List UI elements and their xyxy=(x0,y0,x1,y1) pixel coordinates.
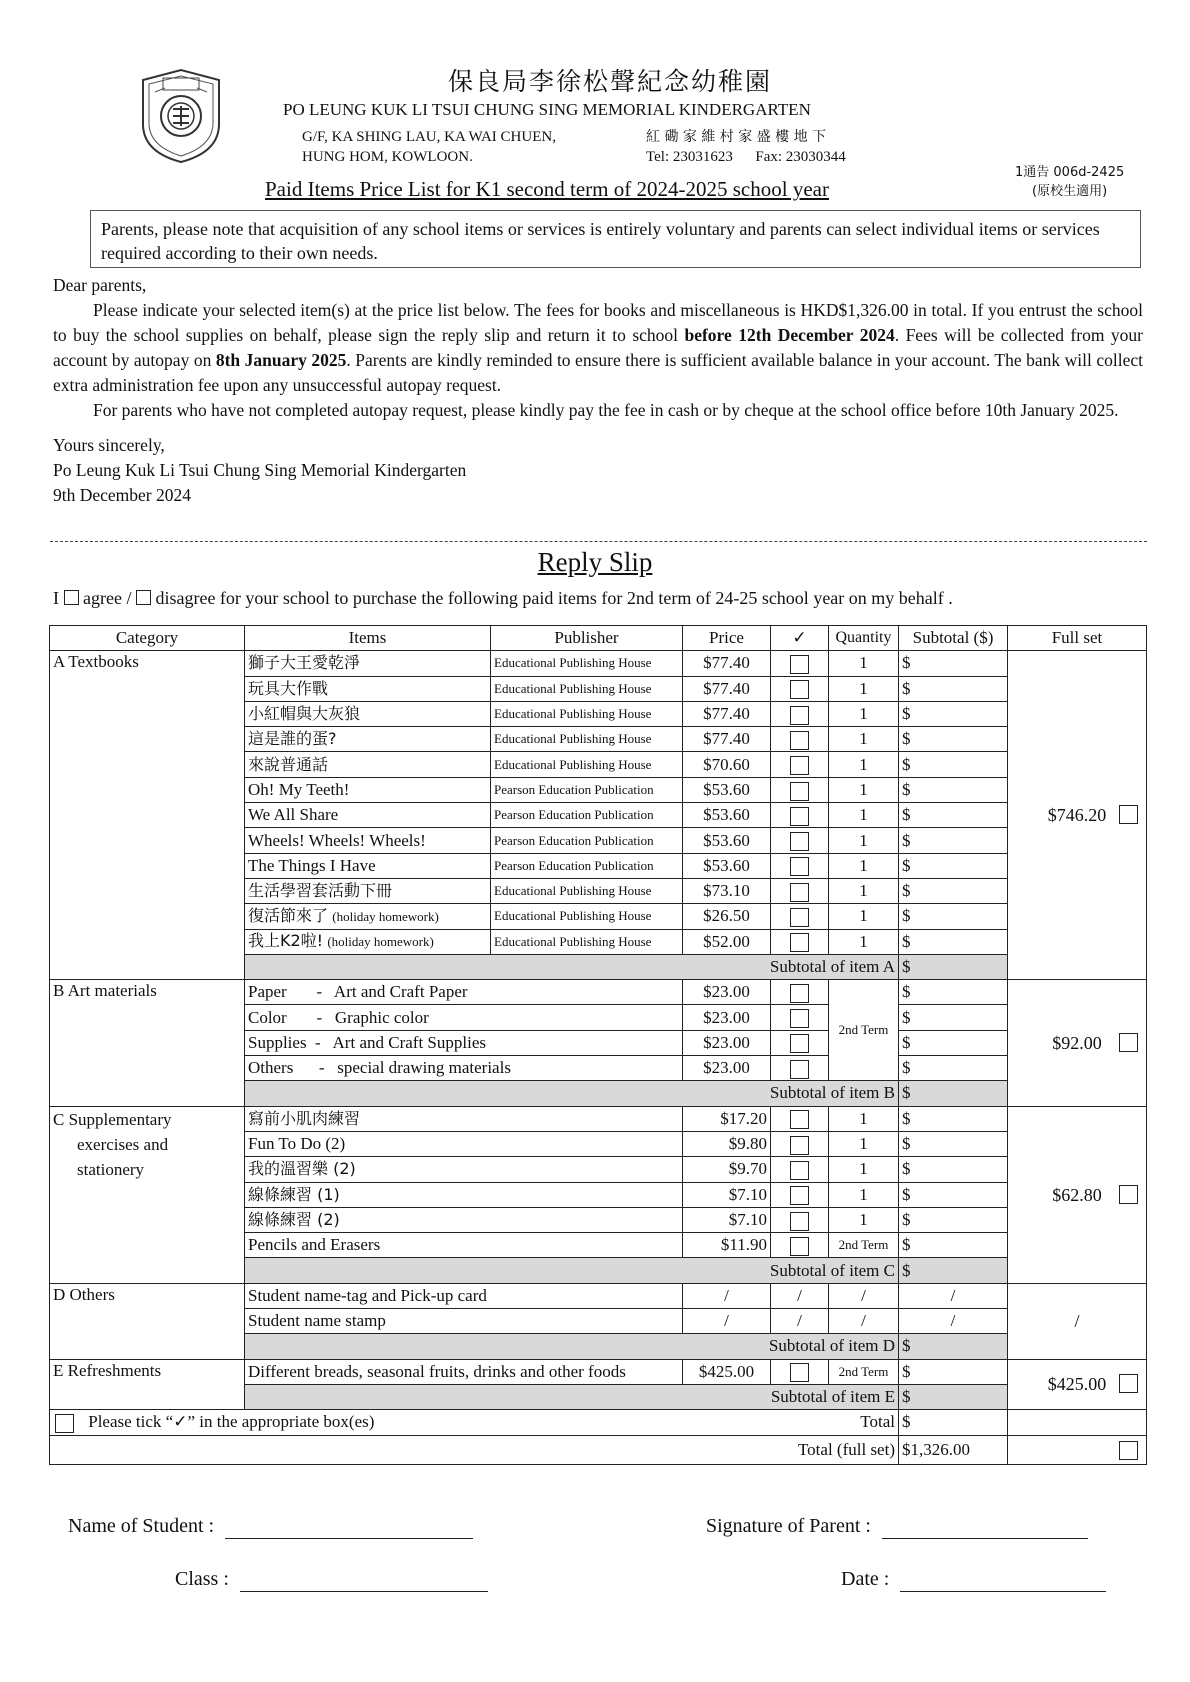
full-set-b: $92.00 xyxy=(1008,980,1147,1106)
item-checkbox-cell xyxy=(771,1030,829,1055)
price: $11.90 xyxy=(683,1233,771,1258)
total-full-set-row xyxy=(50,1435,1147,1464)
item-checkbox-cell xyxy=(771,727,829,752)
header-items: Items xyxy=(245,626,491,651)
signer: Po Leung Kuk Li Tsui Chung Sing Memorial Kindergarten xyxy=(53,460,467,480)
item-name: The Things I Have xyxy=(245,853,491,878)
header-subtotal: Subtotal ($) xyxy=(899,626,1008,651)
item-name: 我的溫習樂 (2) xyxy=(245,1157,683,1182)
price: $53.60 xyxy=(683,828,771,853)
item-name: 寫前小肌肉練習 xyxy=(245,1106,683,1131)
item-name: 線條練習 (2) xyxy=(245,1207,683,1232)
parent-signature-field: Signature of Parent : xyxy=(706,1515,1088,1539)
price: $7.10 xyxy=(683,1207,771,1232)
date-field: Date : xyxy=(841,1568,1106,1592)
letter-paragraph-2: For parents who have not completed autopay request, please kindly pay the fee in cash or by cheque at the school office before 10th January 2025. xyxy=(93,400,1119,420)
price: $77.40 xyxy=(683,651,771,676)
item-checkbox-cell xyxy=(771,752,829,777)
price: $17.20 xyxy=(683,1106,771,1131)
item-checkbox[interactable] xyxy=(790,1186,809,1205)
class-input[interactable] xyxy=(240,1568,488,1592)
quantity: 1 xyxy=(829,777,899,802)
item-checkbox[interactable] xyxy=(790,1034,809,1053)
category-d: D Others xyxy=(50,1283,245,1359)
item-name: 小紅帽與大灰狼 xyxy=(245,701,491,726)
subtotal-cell[interactable]: $ xyxy=(899,1207,1008,1232)
full-set-e-checkbox[interactable] xyxy=(1119,1374,1138,1393)
subtotal-b-row-label: Subtotal of item B xyxy=(245,1081,899,1106)
item-checkbox-cell xyxy=(771,853,829,878)
price: $52.00 xyxy=(683,929,771,954)
art-material-row xyxy=(50,980,1147,1005)
publisher: Pearson Education Publication xyxy=(491,777,683,802)
subtotal-cell[interactable]: $ xyxy=(899,727,1008,752)
item-checkbox[interactable] xyxy=(790,655,809,674)
item-name: Color - Graphic color xyxy=(245,1005,683,1030)
price: $77.40 xyxy=(683,676,771,701)
item-checkbox[interactable] xyxy=(790,933,809,952)
subtotal-cell[interactable]: $ xyxy=(899,1056,1008,1081)
price: $425.00 xyxy=(683,1359,771,1384)
cut-line xyxy=(50,541,1147,542)
header-tick: ✓ xyxy=(771,626,829,651)
price-table xyxy=(49,625,1147,1465)
price: $7.10 xyxy=(683,1182,771,1207)
price: $23.00 xyxy=(683,1056,771,1081)
subtotal-cell[interactable]: $ xyxy=(899,752,1008,777)
subtotal-e-row-value[interactable]: $ xyxy=(899,1384,1008,1409)
item-name: 來說普通話 xyxy=(245,752,491,777)
item-checkbox[interactable] xyxy=(790,1060,809,1079)
item-checkbox[interactable] xyxy=(790,1212,809,1231)
item-checkbox[interactable] xyxy=(790,1009,809,1028)
fax-number: Fax: 23030344 xyxy=(755,149,846,165)
total-blank xyxy=(1008,1410,1147,1435)
subtotal-cell[interactable]: $ xyxy=(899,980,1008,1005)
subtotal-c-row-value[interactable]: $ xyxy=(899,1258,1008,1283)
subtotal-cell[interactable]: $ xyxy=(899,929,1008,954)
quantity: 1 xyxy=(829,803,899,828)
total-row xyxy=(50,1410,1147,1435)
letter-body xyxy=(53,273,1143,508)
publisher: Educational Publishing House xyxy=(491,727,683,752)
agree-checkbox[interactable] xyxy=(64,590,79,605)
subtotal-c-row-label: Subtotal of item C xyxy=(245,1258,899,1283)
letter-paragraph-1: Please indicate your selected item(s) at the price list below. The fees for books and miscellaneous is HKD$1,326.00 in total. If you entrust the school to buy the school supplies on behalf, please sign the reply slip and return it to school before 12th December 2024. Fees will be collected from your account by autopay on 8th January 2025. Parents are kindly reminded to ensure there is sufficient available balance in your account. The bank will collect extra administration fee upon any unsuccessful autopay request. xyxy=(53,300,1144,395)
subtotal-cell[interactable]: $ xyxy=(899,1030,1008,1055)
item-checkbox-cell xyxy=(771,701,829,726)
header-price: Price xyxy=(683,626,771,651)
subtotal-cell[interactable]: $ xyxy=(899,853,1008,878)
header-quantity: Quantity xyxy=(829,626,899,651)
quantity: 1 xyxy=(829,1157,899,1182)
item-checkbox-cell xyxy=(771,929,829,954)
item-name: Others - special drawing materials xyxy=(245,1056,683,1081)
item-name: 這是誰的蛋? xyxy=(245,727,491,752)
subtotal-cell[interactable]: $ xyxy=(899,1233,1008,1258)
slash-tick: / xyxy=(771,1309,829,1334)
item-checkbox-cell xyxy=(771,1207,829,1232)
subtotal-b-row-value[interactable]: $ xyxy=(899,1081,1008,1106)
quantity: 1 xyxy=(829,929,899,954)
quantity: 1 xyxy=(829,1106,899,1131)
subtotal-cell[interactable]: $ xyxy=(899,1182,1008,1207)
price: $77.40 xyxy=(683,701,771,726)
item-name: We All Share xyxy=(245,803,491,828)
item-checkbox-cell xyxy=(771,980,829,1005)
item-name: 玩具大作戰 xyxy=(245,676,491,701)
date-input[interactable] xyxy=(900,1568,1106,1592)
subtotal-cell[interactable]: $ xyxy=(899,1157,1008,1182)
quantity: 2nd Term xyxy=(829,1359,899,1384)
subtotal-cell[interactable]: $ xyxy=(899,803,1008,828)
item-name: 復活節來了 (holiday homework) xyxy=(245,904,491,929)
slash-subtotal: / xyxy=(899,1309,1008,1334)
quantity: 2nd Term xyxy=(829,980,899,1081)
item-checkbox-cell xyxy=(771,1182,829,1207)
voluntary-notice: Parents, please note that acquisition of any school items or services is entirely voluntary and parents can select individual items or services required according to their own needs. xyxy=(90,210,1141,268)
others-row xyxy=(50,1283,1147,1308)
full-set-c: $62.80 xyxy=(1008,1106,1147,1283)
header-category: Category xyxy=(50,626,245,651)
full-set-a: $746.20 xyxy=(1008,651,1147,980)
item-checkbox-cell xyxy=(771,1005,829,1030)
quantity: 1 xyxy=(829,853,899,878)
publisher: Pearson Education Publication xyxy=(491,853,683,878)
publisher: Pearson Education Publication xyxy=(491,803,683,828)
subtotal-a-row-label: Subtotal of item A xyxy=(245,954,899,979)
price: $9.70 xyxy=(683,1157,771,1182)
subtotal-cell[interactable]: $ xyxy=(899,828,1008,853)
refreshments-row xyxy=(50,1359,1147,1384)
document-title: Paid Items Price List for K1 second term of 2024-2025 school year xyxy=(265,177,829,201)
price: $53.60 xyxy=(683,853,771,878)
item-name: Oh! My Teeth! xyxy=(245,777,491,802)
slash-quantity: / xyxy=(829,1309,899,1334)
price: $26.50 xyxy=(683,904,771,929)
item-checkbox[interactable] xyxy=(790,1237,809,1256)
item-checkbox[interactable] xyxy=(790,680,809,699)
subtotal-cell[interactable]: $ xyxy=(899,1005,1008,1030)
total-full-set-check-cell xyxy=(1008,1435,1147,1464)
item-checkbox-cell xyxy=(771,777,829,802)
item-checkbox[interactable] xyxy=(790,984,809,1003)
total-value-cell[interactable]: $ xyxy=(899,1410,1008,1435)
item-checkbox-cell xyxy=(771,1056,829,1081)
subtotal-cell[interactable]: $ xyxy=(899,777,1008,802)
item-name: Paper - Art and Craft Paper xyxy=(245,980,683,1005)
disagree-checkbox[interactable] xyxy=(136,590,151,605)
item-checkbox-cell xyxy=(771,1157,829,1182)
quantity: 1 xyxy=(829,651,899,676)
parent-signature-input[interactable] xyxy=(882,1515,1088,1539)
full-set-b-checkbox[interactable] xyxy=(1119,1033,1138,1052)
agreement-line: I agree / disagree for your school to purchase the following paid items for 2nd term of 24-25 school year on my behalf . xyxy=(53,588,953,608)
publisher: Educational Publishing House xyxy=(491,701,683,726)
price: $53.60 xyxy=(683,777,771,802)
item-checkbox[interactable] xyxy=(790,1363,809,1382)
tel-number: Tel: 23031623 xyxy=(646,149,733,165)
subtotal-d-row-value[interactable]: $ xyxy=(899,1334,1008,1359)
quantity: 1 xyxy=(829,701,899,726)
subtotal-d-row-label: Subtotal of item D xyxy=(245,1334,899,1359)
item-name: 生活學習套活動下冊 xyxy=(245,878,491,903)
slash-quantity: / xyxy=(829,1283,899,1308)
tick-note-cell: Please tick “✓” in the appropriate box(es) Total xyxy=(50,1410,899,1435)
item-checkbox[interactable] xyxy=(790,706,809,725)
subtotal-cell[interactable]: $ xyxy=(899,676,1008,701)
closing: Yours sincerely, xyxy=(53,435,165,455)
item-checkbox-cell xyxy=(771,651,829,676)
header-publisher: Publisher xyxy=(491,626,683,651)
notice-reference: 1通告 006d-2425 (原校生適用) xyxy=(1015,165,1125,199)
item-checkbox-cell xyxy=(771,676,829,701)
price: $73.10 xyxy=(683,878,771,903)
publisher: Educational Publishing House xyxy=(491,904,683,929)
item-checkbox-cell xyxy=(771,878,829,903)
publisher: Educational Publishing House xyxy=(491,929,683,954)
item-checkbox[interactable] xyxy=(790,1110,809,1129)
item-name: 我上K2啦! (holiday homework) xyxy=(245,929,491,954)
class-field: Class : xyxy=(175,1568,488,1592)
item-checkbox-cell xyxy=(771,803,829,828)
item-name: 獅子大王愛乾淨 xyxy=(245,651,491,676)
subtotal-cell[interactable]: $ xyxy=(899,1131,1008,1156)
item-checkbox-cell xyxy=(771,1359,829,1384)
total-full-set-checkbox[interactable] xyxy=(1119,1441,1138,1460)
full-set-d: / xyxy=(1008,1283,1147,1359)
full-set-c-checkbox[interactable] xyxy=(1119,1185,1138,1204)
item-checkbox-cell xyxy=(771,1233,829,1258)
price: $23.00 xyxy=(683,1030,771,1055)
item-checkbox[interactable] xyxy=(790,883,809,902)
category-b: B Art materials xyxy=(50,980,245,1106)
salutation: Dear parents, xyxy=(53,275,147,295)
item-checkbox[interactable] xyxy=(790,756,809,775)
quantity: 1 xyxy=(829,727,899,752)
school-name-zh: 保良局李徐松聲紀念幼稚園 xyxy=(447,67,772,96)
price: $23.00 xyxy=(683,1005,771,1030)
item-name: Pencils and Erasers xyxy=(245,1233,683,1258)
item-checkbox[interactable] xyxy=(790,857,809,876)
quantity: 1 xyxy=(829,828,899,853)
header-full-set: Full set xyxy=(1008,626,1147,651)
school-name-en: PO LEUNG KUK LI TSUI CHUNG SING MEMORIAL KINDERGARTEN xyxy=(283,100,811,119)
price: $53.60 xyxy=(683,803,771,828)
subtotal-cell[interactable]: $ xyxy=(899,904,1008,929)
item-checkbox[interactable] xyxy=(790,782,809,801)
student-name-input[interactable] xyxy=(225,1515,473,1539)
price: $23.00 xyxy=(683,980,771,1005)
publisher: Educational Publishing House xyxy=(491,676,683,701)
price: $9.80 xyxy=(683,1131,771,1156)
item-checkbox-cell xyxy=(771,904,829,929)
quantity: 1 xyxy=(829,904,899,929)
slash-tick: / xyxy=(771,1283,829,1308)
publisher: Pearson Education Publication xyxy=(491,828,683,853)
reply-slip-title: Reply Slip xyxy=(537,547,653,577)
slash-price: / xyxy=(683,1309,771,1334)
full-set-e: $425.00 xyxy=(1008,1359,1147,1410)
item-checkbox[interactable] xyxy=(790,731,809,750)
supplementary-row xyxy=(50,1106,1147,1131)
item-checkbox[interactable] xyxy=(790,1161,809,1180)
address-zh: 紅 磡 家 維 村 家 盛 樓 地 下 Tel: 23031623 Fax: 23030344 xyxy=(646,129,846,165)
item-name: Student name stamp xyxy=(245,1309,683,1334)
category-e: E Refreshments xyxy=(50,1359,245,1410)
quantity: 1 xyxy=(829,676,899,701)
quantity: 1 xyxy=(829,878,899,903)
item-name: 線條練習 (1) xyxy=(245,1182,683,1207)
slash-subtotal: / xyxy=(899,1283,1008,1308)
quantity: 1 xyxy=(829,1131,899,1156)
item-checkbox-cell xyxy=(771,828,829,853)
category-a: A Textbooks xyxy=(50,651,245,980)
item-checkbox[interactable] xyxy=(790,832,809,851)
quantity: 1 xyxy=(829,752,899,777)
total-full-set-label: Total (full set) xyxy=(50,1435,899,1464)
letter-date: 9th December 2024 xyxy=(53,485,192,505)
total-label: Total xyxy=(860,1412,895,1432)
item-checkbox[interactable] xyxy=(790,807,809,826)
full-set-a-checkbox[interactable] xyxy=(1119,805,1138,824)
price: $70.60 xyxy=(683,752,771,777)
student-name-field: Name of Student : xyxy=(68,1515,473,1539)
subtotal-cell[interactable]: $ xyxy=(899,651,1008,676)
quantity: 1 xyxy=(829,1207,899,1232)
item-name: Different breads, seasonal fruits, drinks and other foods xyxy=(245,1359,683,1384)
subtotal-e-row-label: Subtotal of item E xyxy=(245,1384,899,1409)
item-checkbox[interactable] xyxy=(790,908,809,927)
item-name: Fun To Do (2) xyxy=(245,1131,683,1156)
item-name: Wheels! Wheels! Wheels! xyxy=(245,828,491,853)
address-en: G/F, KA SHING LAU, KA WAI CHUEN, HUNG HOM, KOWLOON. xyxy=(302,129,556,165)
item-checkbox-cell xyxy=(771,1106,829,1131)
subtotal-cell[interactable]: $ xyxy=(899,878,1008,903)
category-c: C Supplementary exercises and stationery xyxy=(50,1106,245,1283)
publisher: Educational Publishing House xyxy=(491,752,683,777)
item-name: Supplies - Art and Craft Supplies xyxy=(245,1030,683,1055)
subtotal-a-row-value[interactable]: $ xyxy=(899,954,1008,979)
item-checkbox[interactable] xyxy=(790,1136,809,1155)
price: $77.40 xyxy=(683,727,771,752)
tick-example-checkbox[interactable] xyxy=(55,1414,74,1433)
subtotal-cell[interactable]: $ xyxy=(899,1106,1008,1131)
textbook-row xyxy=(50,651,1147,676)
subtotal-cell[interactable]: $ xyxy=(899,701,1008,726)
slash-price: / xyxy=(683,1283,771,1308)
total-full-set-value: $1,326.00 xyxy=(899,1435,1008,1464)
item-checkbox-cell xyxy=(771,1131,829,1156)
publisher: Educational Publishing House xyxy=(491,651,683,676)
quantity: 1 xyxy=(829,1182,899,1207)
subtotal-cell[interactable]: $ xyxy=(899,1359,1008,1384)
quantity: 2nd Term xyxy=(829,1233,899,1258)
item-name: Student name-tag and Pick-up card xyxy=(245,1283,683,1308)
publisher: Educational Publishing House xyxy=(491,878,683,903)
table-header-row xyxy=(50,626,1147,651)
